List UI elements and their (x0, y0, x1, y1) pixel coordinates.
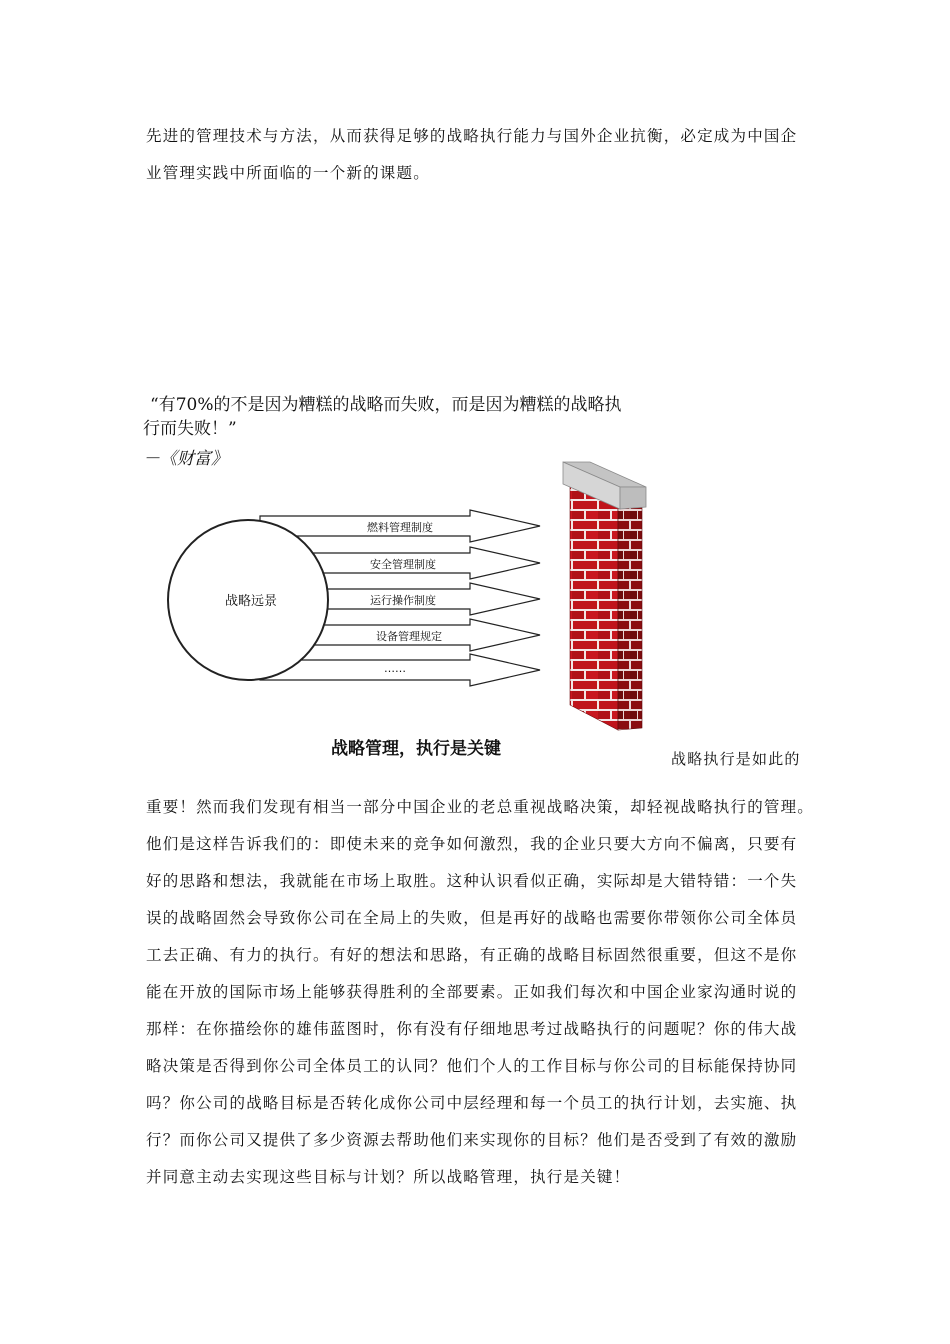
body-line-10: 行？而你公司又提供了多少资源去帮助他们来实现你的目标？他们是否受到了有效的激励 (146, 1131, 798, 1149)
brick-wall-illustration (563, 462, 646, 730)
body-line-2: 他们是这样告诉我们的：即使未来的竞争如何激烈，我的企业只要大方向不偏离，只要有 (146, 835, 798, 853)
arrow-label-4: 设备管理规定 (376, 630, 442, 643)
intro-line-2: 业管理实践中所面临的一个新的课题。 (146, 164, 430, 182)
body-line-3: 好的思路和想法，我就能在市场上取胜。这种认识看似正确，实际却是大错特错：一个失 (146, 872, 798, 890)
wall-side (618, 506, 642, 730)
quote-line-2: 行而失败！” (143, 419, 237, 439)
body-line-6: 能在开放的国际市场上能够获得胜利的全部要素。正如我们每次和中国企业家沟通时说的 (146, 983, 798, 1001)
arrow-label-3: 运行操作制度 (370, 594, 436, 607)
body-line-11: 并同意主动去实现这些目标与计划？所以战略管理，执行是关键！ (146, 1168, 631, 1186)
circle-label: 战略远景 (224, 594, 278, 609)
body-line-8: 略决策是否得到你公司全体员工的认同？他们个人的工作目标与你公司的目标能保持协同 (146, 1057, 798, 1075)
wall-cap-side (620, 487, 646, 509)
arrow-label-1: 燃料管理制度 (367, 521, 433, 534)
intro-line-1: 先进的管理技术与方法，从而获得足够的战略执行能力与国外企业抗衡，必定成为中国企 (146, 127, 798, 145)
body-line-5: 工去正确、有力的执行。有好的想法和思路，有正确的战略目标固然很重要，但这不是你 (146, 946, 798, 964)
figure-caption: 战略管理，执行是关键 (331, 739, 501, 759)
arrow-label-5: …… (384, 662, 406, 675)
quote-line-1: “有70%的不是因为糟糕的战略而失败，而是因为糟糕的战略执 (150, 395, 622, 415)
body-line-9: 吗？你公司的战略目标是否转化成你公司中层经理和每一个员工的执行计划，去实施、执 (146, 1094, 798, 1112)
body-paragraph (146, 789, 815, 1196)
body-line-4: 误的战略固然会导致你公司在全局上的失败，但是再好的战略也需要你带领你公司全体员 (146, 909, 798, 927)
arrow-label-2: 安全管理制度 (370, 558, 436, 571)
body-line-1: 重要！然而我们发现有相当一部分中国企业的老总重视战略决策，却轻视战略执行的管理。 (146, 798, 815, 816)
quote-source: －《财富》 (143, 449, 228, 469)
body-line-7: 那样：在你描绘你的雄伟蓝图时，你有没有仔细地思考过战略执行的问题呢？你的伟大战 (146, 1020, 798, 1038)
side-note: 战略执行是如此的 (671, 750, 801, 768)
wall-front (570, 482, 618, 730)
